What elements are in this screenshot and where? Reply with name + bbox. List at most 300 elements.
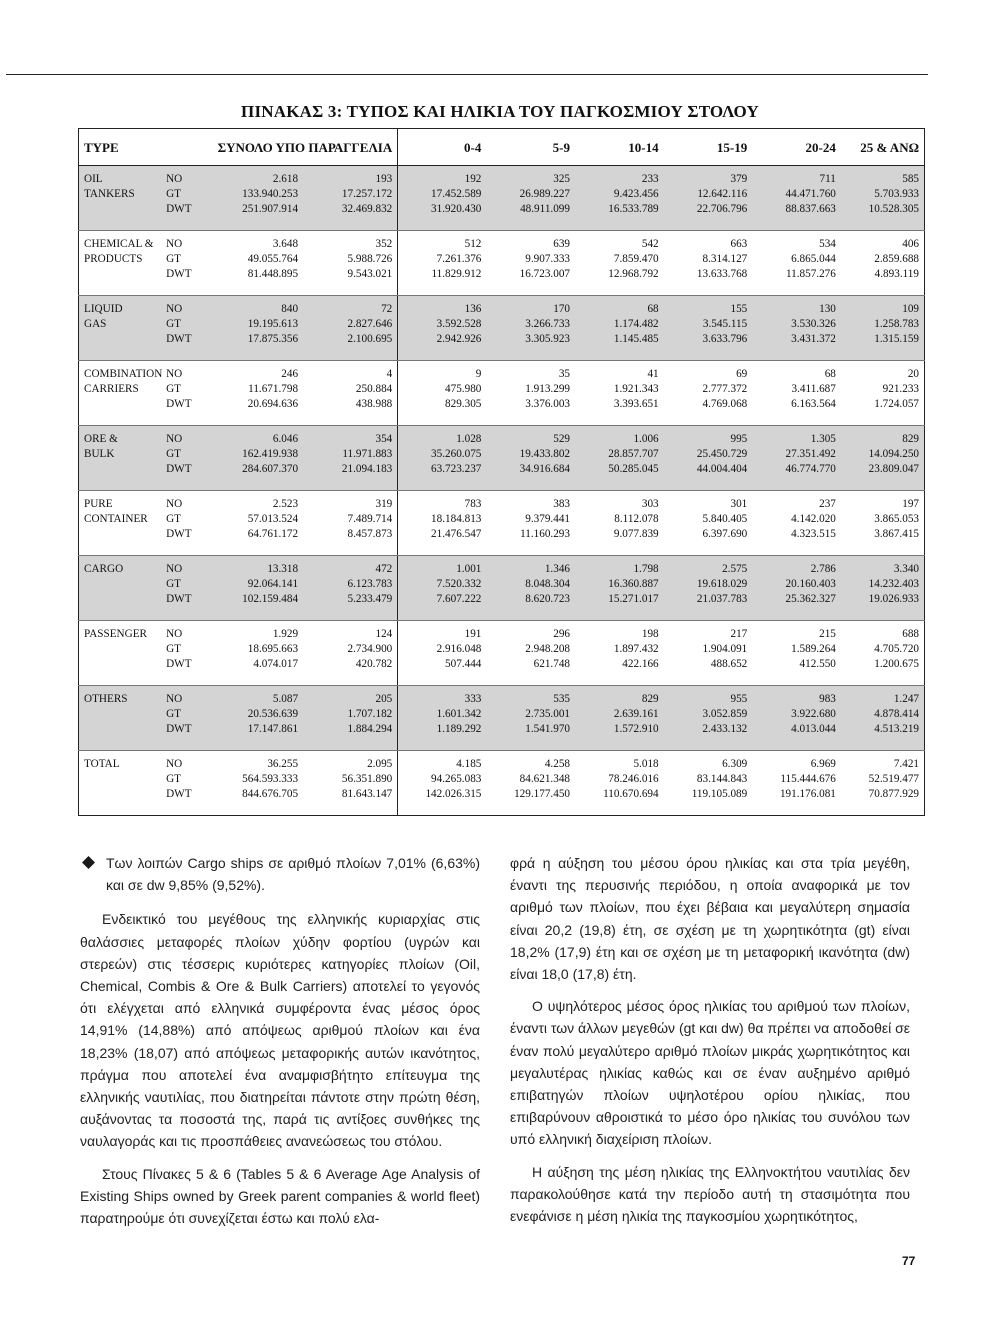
header-age-10-14: 10-14 — [575, 129, 664, 166]
value-cell — [752, 751, 841, 816]
cell-value: 7.489.714 — [347, 513, 393, 525]
cell-value: 1.200.675 — [874, 658, 919, 670]
cell-value: 1.572.910 — [613, 723, 659, 735]
value-cell — [664, 491, 753, 556]
cell-value: 19.618.029 — [696, 578, 748, 590]
table-body — [79, 166, 925, 816]
value-cell — [664, 751, 753, 816]
cell-value: 783 — [464, 498, 482, 510]
metric-cell — [161, 621, 199, 686]
cell-value: 8.457.873 — [347, 528, 393, 540]
cell-value: 6.969 — [810, 758, 836, 770]
right-paragraph-1: Ο υψηλότερος μέσος όρος ηλικίας του αριθμού των πλοίων, έναντι των άλλων μεγεθών (gt και dw) θα πρέπει να αποδοθεί σε έναν πολύ μεγαλύτερο αριθμό πλοίων μικράς χωρητικότητος και μεγαλυτέρας ηλικίας καθώς και σε έναν αυξημένο αριθμό επιβατηγών πλοίων υψηλοτέρου ορίου ηλικίας, που επιβαρύνουν αθροιστικά το μέσο όρο ηλικίας του συνόλου των υπό ελληνική διαχείριση πλοίων. — [510, 998, 910, 1148]
value-cell — [841, 621, 925, 686]
cell-value: 296 — [553, 628, 570, 640]
cell-value: 303 — [641, 498, 659, 510]
right-text-column — [510, 852, 910, 1237]
cell-value: 170 — [553, 303, 570, 315]
cell-value: 475.980 — [445, 383, 482, 395]
value-cell — [575, 231, 664, 296]
value-cell — [486, 751, 575, 816]
cell-value: 162.419.938 — [242, 448, 299, 460]
value-cell — [398, 296, 487, 361]
value-cell — [486, 296, 575, 361]
metric-label: GT — [166, 643, 181, 655]
metric-label: GT — [166, 513, 181, 525]
cell-value: 133.940.253 — [242, 188, 299, 200]
cell-value: 7.607.222 — [436, 593, 482, 605]
cell-value: 17.875.356 — [247, 333, 299, 345]
ship-type-cell — [79, 166, 162, 231]
value-cell — [575, 491, 664, 556]
cell-value: 1.541.970 — [525, 723, 570, 735]
cell-value: 1.897.432 — [613, 643, 659, 655]
cell-value: 130 — [819, 303, 836, 315]
cell-value: 6.309 — [722, 758, 748, 770]
cell-value: 1.589.264 — [791, 643, 836, 655]
value-cell — [841, 361, 925, 426]
cell-value: 32.469.832 — [341, 203, 393, 215]
table-row — [79, 361, 925, 426]
cell-value: 1.001 — [456, 563, 482, 575]
cell-value: 11.671.798 — [248, 383, 299, 395]
cell-value: 325 — [553, 173, 570, 185]
cell-value: 711 — [819, 173, 836, 185]
value-cell — [841, 751, 925, 816]
value-cell — [486, 686, 575, 751]
metric-label: DWT — [166, 528, 192, 540]
cell-value: 233 — [641, 173, 659, 185]
cell-value: 1.601.342 — [436, 708, 482, 720]
cell-value: 840 — [281, 303, 299, 315]
cell-value: 88.837.663 — [785, 203, 836, 215]
cell-value: 13.633.768 — [696, 268, 748, 280]
value-cell — [199, 166, 303, 231]
table-row — [79, 231, 925, 296]
ship-type-label: LIQUID — [84, 303, 123, 315]
cell-value: 12.642.116 — [697, 188, 748, 200]
cell-value: 6.046 — [272, 433, 299, 445]
value-cell — [398, 491, 487, 556]
ship-type-label: PURE — [84, 498, 113, 510]
cell-value: 115.444.676 — [780, 773, 836, 785]
cell-value: 1.189.292 — [436, 723, 482, 735]
metric-cell — [161, 491, 199, 556]
ship-type-cell — [79, 556, 162, 621]
metric-label: DWT — [166, 593, 192, 605]
cell-value: 383 — [553, 498, 570, 510]
cell-value: 9.423.456 — [613, 188, 659, 200]
cell-value: 25.450.729 — [696, 448, 748, 460]
value-cell — [486, 166, 575, 231]
cell-value: 3.305.923 — [525, 333, 570, 345]
cell-value: 36.255 — [267, 758, 299, 770]
value-cell — [398, 166, 487, 231]
ship-type-cell — [79, 296, 162, 361]
cell-value: 246 — [281, 368, 299, 380]
metric-label: DWT — [166, 723, 192, 735]
cell-value: 2.948.208 — [525, 643, 570, 655]
cell-value: 20.160.403 — [785, 578, 836, 590]
header-age-0-4: 0-4 — [398, 129, 487, 166]
metric-cell — [161, 361, 199, 426]
metric-label: GT — [166, 448, 181, 460]
cell-value: 621.748 — [533, 658, 570, 670]
cell-value: 17.147.861 — [247, 723, 299, 735]
metric-cell — [161, 166, 199, 231]
cell-value: 4.705.720 — [874, 643, 919, 655]
table-row — [79, 296, 925, 361]
ship-type-label: CHEMICAL & — [84, 238, 154, 250]
value-cell — [199, 361, 303, 426]
cell-value: 6.123.783 — [347, 578, 393, 590]
page-number: 77 — [902, 1254, 916, 1268]
cell-value: 663 — [730, 238, 748, 250]
cell-value: 69 — [736, 368, 748, 380]
cell-value: 5.087 — [272, 693, 299, 705]
ship-type-label: OIL — [84, 173, 103, 185]
cell-value: 251.907.914 — [242, 203, 299, 215]
cell-value: 8.048.304 — [525, 578, 570, 590]
cell-value: 2.433.132 — [702, 723, 748, 735]
metric-label: DWT — [166, 788, 192, 800]
value-cell — [575, 166, 664, 231]
value-cell — [752, 426, 841, 491]
metric-label: GT — [166, 773, 181, 785]
value-cell — [199, 231, 303, 296]
cell-value: 119.105.089 — [691, 788, 748, 800]
metric-label: DWT — [166, 398, 192, 410]
metric-label: GT — [166, 578, 181, 590]
cell-value: 639 — [553, 238, 570, 250]
cell-value: 193 — [375, 173, 393, 185]
metric-label: NO — [166, 368, 183, 380]
cell-value: 31.920.430 — [431, 203, 482, 215]
cell-value: 9 — [475, 368, 482, 380]
cell-value: 2.575 — [722, 563, 748, 575]
header-type: TYPE — [79, 129, 200, 166]
cell-value: 3.865.053 — [874, 513, 919, 525]
value-cell — [486, 491, 575, 556]
value-cell — [841, 296, 925, 361]
ship-type-label: TANKERS — [84, 188, 135, 200]
cell-value: 4.513.219 — [874, 723, 919, 735]
cell-value: 3.530.326 — [791, 318, 836, 330]
value-cell — [199, 426, 303, 491]
cell-value: 1.346 — [544, 563, 570, 575]
cell-value: 564.593.333 — [242, 773, 299, 785]
value-cell — [575, 426, 664, 491]
cell-value: 92.064.141 — [247, 578, 299, 590]
cell-value: 1.028 — [456, 433, 482, 445]
cell-value: 63.723.237 — [431, 463, 482, 475]
table-title: ΠΙΝΑΚΑΣ 3: ΤΥΠΟΣ ΚΑΙ ΗΛΙΚΙΑ ΤΟΥ ΠΑΓΚΟΣΜΙΟΥ ΣΤΟΛΟΥ — [241, 102, 759, 121]
cell-value: 18.184.813 — [431, 513, 482, 525]
value-cell — [575, 556, 664, 621]
cell-value: 44.471.760 — [785, 188, 836, 200]
cell-value: 11.829.912 — [431, 268, 482, 280]
cell-value: 191.176.081 — [779, 788, 836, 800]
metric-label: GT — [166, 708, 181, 720]
cell-value: 81.643.147 — [341, 788, 393, 800]
value-cell — [303, 166, 398, 231]
cell-value: 1.913.299 — [525, 383, 570, 395]
cell-value: 438.988 — [355, 398, 393, 410]
metric-label: GT — [166, 253, 181, 265]
bullet-paragraph — [80, 852, 480, 896]
cell-value: 11.160.293 — [520, 528, 570, 540]
table-row — [79, 491, 925, 556]
cell-value: 9.907.333 — [525, 253, 570, 265]
header-age-25-plus: 25 & ΑΝΩ — [841, 129, 925, 166]
cell-value: 3.545.115 — [702, 318, 748, 330]
cell-value: 319 — [375, 498, 393, 510]
cell-value: 8.112.078 — [614, 513, 659, 525]
value-cell — [841, 491, 925, 556]
metric-label: GT — [166, 188, 181, 200]
cell-value: 10.528.305 — [868, 203, 919, 215]
ship-type-label: ORE & — [84, 433, 118, 445]
cell-value: 1.145.485 — [613, 333, 659, 345]
cell-value: 3.266.733 — [525, 318, 570, 330]
value-cell — [486, 426, 575, 491]
cell-value: 7.421 — [893, 758, 919, 770]
value-cell — [664, 166, 753, 231]
value-cell — [752, 686, 841, 751]
cell-value: 688 — [902, 628, 919, 640]
metric-label: NO — [166, 563, 183, 575]
ship-type-cell — [79, 686, 162, 751]
cell-value: 49.055.764 — [247, 253, 299, 265]
cell-value: 16.533.789 — [608, 203, 659, 215]
cell-value: 406 — [902, 238, 919, 250]
cell-value: 2.916.048 — [436, 643, 482, 655]
cell-value: 1.006 — [633, 433, 659, 445]
cell-value: 4.142.020 — [791, 513, 836, 525]
value-cell — [752, 231, 841, 296]
value-cell — [199, 751, 303, 816]
cell-value: 1.904.091 — [702, 643, 748, 655]
cell-value: 15.271.017 — [608, 593, 659, 605]
value-cell — [841, 231, 925, 296]
cell-value: 412.550 — [799, 658, 836, 670]
cell-value: 1.929 — [272, 628, 299, 640]
cell-value: 19.195.613 — [247, 318, 299, 330]
cell-value: 5.840.405 — [702, 513, 748, 525]
cell-value: 191 — [464, 628, 482, 640]
cell-value: 198 — [641, 628, 659, 640]
metric-cell — [161, 231, 199, 296]
cell-value: 17.257.172 — [341, 188, 393, 200]
cell-value: 5.988.726 — [347, 253, 393, 265]
value-cell — [303, 491, 398, 556]
cell-value: 44.004.404 — [696, 463, 748, 475]
metric-label: DWT — [166, 203, 192, 215]
value-cell — [664, 296, 753, 361]
ship-type-label: GAS — [84, 318, 107, 330]
cell-value: 215 — [819, 628, 836, 640]
cell-value: 9.077.839 — [613, 528, 659, 540]
cell-value: 25.362.327 — [785, 593, 836, 605]
metric-cell — [161, 426, 199, 491]
metric-label: NO — [166, 693, 183, 705]
cell-value: 2.618 — [272, 173, 299, 185]
cell-value: 4.013.044 — [791, 723, 836, 735]
cell-value: 192 — [464, 173, 482, 185]
cell-value: 1.305 — [810, 433, 836, 445]
metric-label: NO — [166, 238, 183, 250]
value-cell — [752, 556, 841, 621]
cell-value: 3.867.415 — [874, 528, 919, 540]
metric-label: DWT — [166, 463, 192, 475]
cell-value: 3.052.859 — [702, 708, 748, 720]
metric-cell — [161, 686, 199, 751]
cell-value: 7.261.376 — [436, 253, 482, 265]
cell-value: 6.865.044 — [791, 253, 836, 265]
cell-value: 9.379.441 — [525, 513, 570, 525]
cell-value: 3.340 — [893, 563, 919, 575]
cell-value: 237 — [819, 498, 836, 510]
cell-value: 2.734.900 — [347, 643, 393, 655]
cell-value: 197 — [902, 498, 919, 510]
cell-value: 2.777.372 — [702, 383, 748, 395]
cell-value: 3.431.372 — [791, 333, 836, 345]
metric-label: GT — [166, 383, 181, 395]
value-cell — [486, 231, 575, 296]
cell-value: 16.723.007 — [519, 268, 570, 280]
value-cell — [398, 361, 487, 426]
cell-value: 13.318 — [267, 563, 299, 575]
right-paragraph-2: Η αύξηση της μέση ηλικίας της Ελληνοκτήτου ναυτιλίας δεν παρακολούθησε κατά την περίοδο αυτή τη στασιμότητα που ενεφάνισε η μέση ηλικία της παγκοσμίου χωρητικότητος, — [510, 1163, 910, 1225]
cell-value: 20.536.639 — [247, 708, 299, 720]
table-row — [79, 166, 925, 231]
value-cell — [303, 231, 398, 296]
cell-value: 110.670.694 — [603, 788, 659, 800]
ship-type-cell — [79, 621, 162, 686]
cell-value: 19.026.933 — [868, 593, 919, 605]
cell-value: 8.620.723 — [525, 593, 570, 605]
value-cell — [199, 296, 303, 361]
left-paragraph-2: Στους Πίνακες 5 & 6 (Tables 5 & 6 Average Age Analysis of Existing Ships owned by Greek parent companies & world fleet) παρατηρούμε ότι συνεχίζεται έστω και πολύ ελα- — [80, 1165, 480, 1227]
value-cell — [398, 621, 487, 686]
value-cell — [752, 621, 841, 686]
value-cell — [303, 556, 398, 621]
cell-value: 41 — [647, 368, 659, 380]
table-row — [79, 751, 925, 816]
header-total-on-order: ΣΥΝΟΛΟ ΥΠΟ ΠΑΡΑΓΓΕΛΙΑ — [199, 129, 397, 166]
cell-value: 6.397.690 — [702, 528, 748, 540]
cell-value: 142.026.315 — [425, 788, 482, 800]
cell-value: 1.247 — [893, 693, 919, 705]
cell-value: 109 — [902, 303, 919, 315]
value-cell — [752, 361, 841, 426]
cell-value: 17.452.589 — [431, 188, 482, 200]
cell-value: 21.094.183 — [341, 463, 393, 475]
cell-value: 2.735.001 — [525, 708, 570, 720]
value-cell — [303, 751, 398, 816]
value-cell — [303, 426, 398, 491]
value-cell — [664, 231, 753, 296]
cell-value: 4.893.119 — [874, 268, 919, 280]
cell-value: 78.246.016 — [608, 773, 659, 785]
ship-type-cell — [79, 491, 162, 556]
cell-value: 4.878.414 — [874, 708, 919, 720]
metric-label: NO — [166, 173, 183, 185]
cell-value: 585 — [902, 173, 919, 185]
cell-value: 1.174.482 — [613, 318, 659, 330]
value-cell — [664, 361, 753, 426]
cell-value: 34.916.684 — [519, 463, 570, 475]
left-text-column — [80, 852, 480, 1239]
world-fleet-table — [78, 128, 925, 816]
cell-value: 1.884.294 — [347, 723, 393, 735]
cell-value: 11.971.883 — [342, 448, 393, 460]
cell-value: 124 — [375, 628, 393, 640]
value-cell — [752, 491, 841, 556]
cell-value: 4.074.017 — [253, 658, 299, 670]
cell-value: 4.185 — [456, 758, 482, 770]
value-cell — [664, 426, 753, 491]
cell-value: 155 — [730, 303, 748, 315]
cell-value: 2.827.646 — [347, 318, 393, 330]
value-cell — [398, 686, 487, 751]
cell-value: 50.285.045 — [608, 463, 659, 475]
metric-label: NO — [166, 433, 183, 445]
ship-type-label: PASSENGER — [84, 628, 148, 640]
header-age-5-9: 5-9 — [486, 129, 575, 166]
cell-value: 829.305 — [445, 398, 482, 410]
table-row — [79, 426, 925, 491]
table-row — [79, 686, 925, 751]
value-cell — [575, 686, 664, 751]
cell-value: 7.520.332 — [436, 578, 482, 590]
value-cell — [752, 166, 841, 231]
metric-label: DWT — [166, 658, 192, 670]
cell-value: 56.351.890 — [341, 773, 393, 785]
cell-value: 333 — [464, 693, 482, 705]
value-cell — [575, 361, 664, 426]
cell-value: 472 — [375, 563, 393, 575]
cell-value: 3.376.003 — [525, 398, 570, 410]
value-cell — [303, 686, 398, 751]
cell-value: 488.652 — [710, 658, 748, 670]
cell-value: 512 — [464, 238, 482, 250]
table-row — [79, 556, 925, 621]
value-cell — [199, 686, 303, 751]
cell-value: 18.695.663 — [247, 643, 299, 655]
ship-type-label: CARGO — [84, 563, 124, 575]
cell-value: 3.411.687 — [791, 383, 836, 395]
ship-type-label: OTHERS — [84, 693, 128, 705]
value-cell — [199, 491, 303, 556]
header-age-20-24: 20-24 — [752, 129, 841, 166]
cell-value: 20.694.636 — [247, 398, 299, 410]
cell-value: 12.968.792 — [608, 268, 659, 280]
cell-value: 64.761.172 — [247, 528, 299, 540]
cell-value: 5.703.933 — [874, 188, 919, 200]
ship-type-label: CONTAINER — [84, 513, 148, 525]
cell-value: 4 — [386, 368, 393, 380]
cell-value: 27.351.492 — [785, 448, 836, 460]
metric-label: DWT — [166, 268, 192, 280]
ship-type-label: PRODUCTS — [84, 253, 143, 265]
value-cell — [575, 751, 664, 816]
ship-type-label: COMBINATION — [84, 368, 163, 380]
cell-value: 129.177.450 — [514, 788, 570, 800]
cell-value: 534 — [819, 238, 836, 250]
ship-type-cell — [79, 231, 162, 296]
value-cell — [199, 556, 303, 621]
